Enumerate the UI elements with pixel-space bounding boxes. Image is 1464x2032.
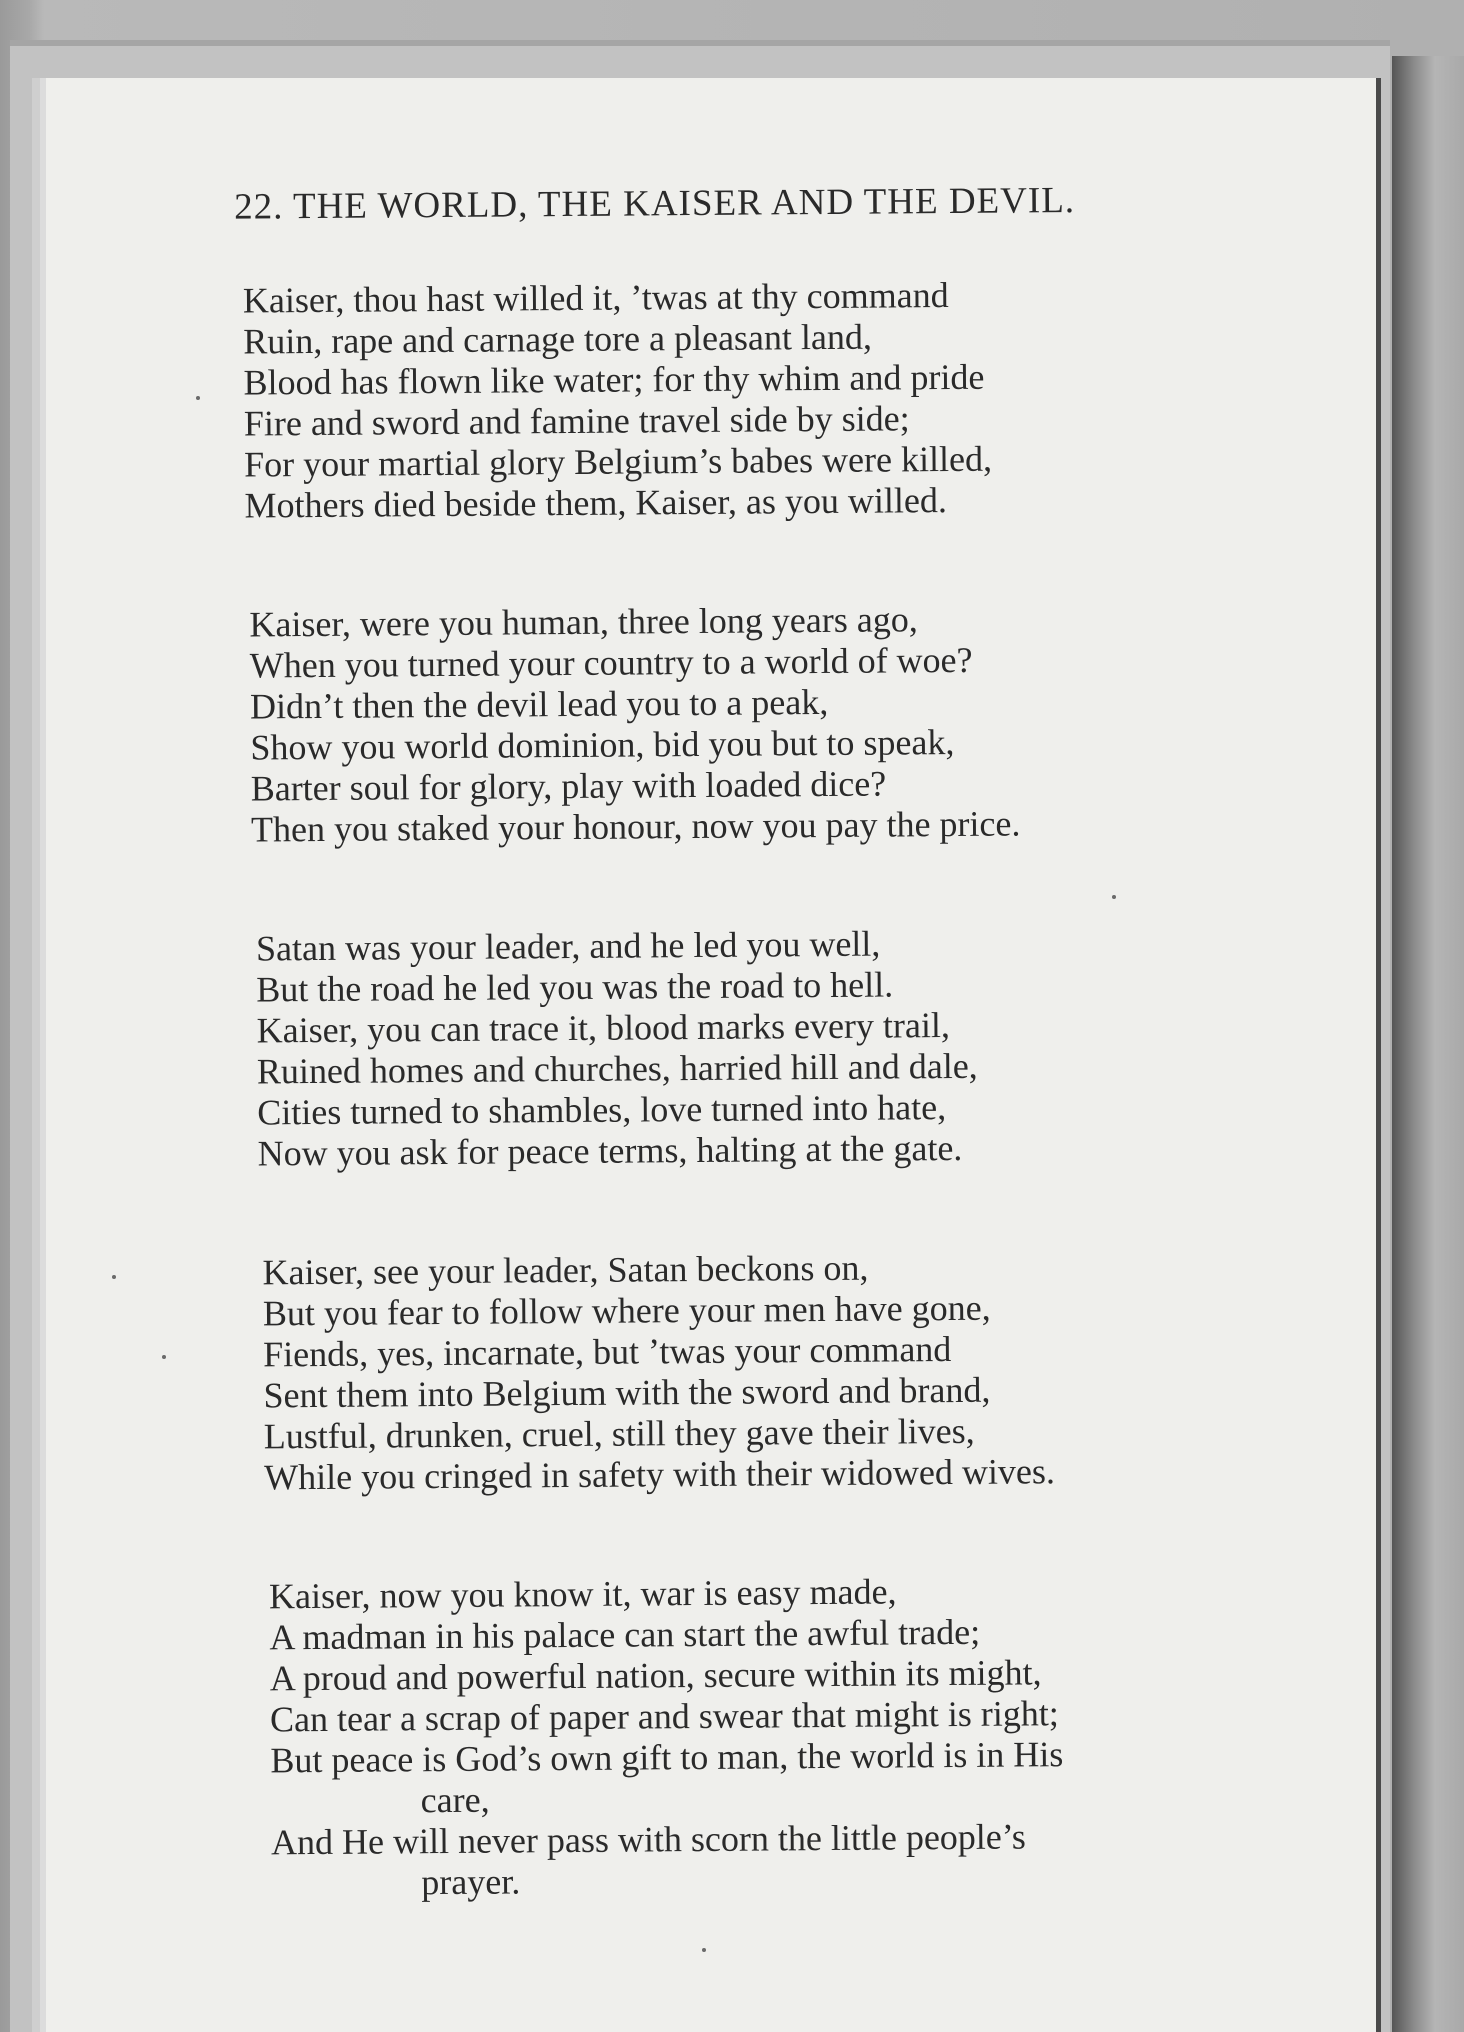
facing-page-edge	[1392, 56, 1464, 2032]
poem-line: Kaiser, see your leader, Satan beckons on,	[262, 1247, 869, 1293]
poem-line: When you turned your country to a world of woe?	[249, 639, 973, 686]
poem-line-continuation: prayer.	[421, 1861, 521, 1903]
poem	[186, 177, 1350, 1983]
poem-line: Satan was your leader, and he led you well,	[255, 923, 881, 969]
stanza-3	[256, 920, 1344, 1175]
poem-line: And He will never pass with scorn the little people’s	[270, 1816, 1026, 1863]
poem-line: But you fear to follow where your men have gone,	[262, 1287, 991, 1334]
poem-line: Fiends, yes, incarnate, but ’twas your command	[263, 1329, 952, 1375]
poem-line: Cities turned to shambles, love turned into hate,	[257, 1087, 947, 1133]
poem-title: 22. THE WORLD, THE KAISER AND THE DEVIL.	[234, 180, 1076, 228]
poem-line: Blood has flown like water; for thy whim and pride	[243, 356, 985, 403]
stanza-2	[249, 596, 1341, 851]
stanza-4	[262, 1244, 1346, 1498]
poem-line: Kaiser, thou hast willed it, ’twas at thy command	[242, 275, 949, 321]
poem-line: Can tear a scrap of paper and swear that might is right;	[269, 1693, 1059, 1740]
stanza-5	[269, 1568, 1350, 1904]
poem-line: Kaiser, you can trace it, blood marks every trail,	[256, 1005, 951, 1051]
poem-line: A madman in his palace can start the awful trade;	[269, 1611, 981, 1658]
poem-line: Didn’t then the devil lead you to a peak,	[249, 681, 829, 727]
poem-line: For your martial glory Belgium’s babes were killed,	[244, 438, 993, 485]
poem-line: A proud and powerful nation, secure within its might,	[269, 1652, 1042, 1699]
poem-line: While you cringed in safety with their widowed wives.	[263, 1451, 1056, 1498]
poem-line-continuation: care,	[420, 1779, 490, 1821]
dust-speck	[112, 1275, 116, 1279]
poem-line: Fire and sword and famine travel side by side;	[243, 398, 910, 444]
poem-line: Mothers died beside them, Kaiser, as you willed.	[244, 480, 948, 526]
poem-line: Lustful, drunken, cruel, still they gave their lives,	[263, 1410, 975, 1457]
poem-line: Then you staked your honour, now you pay the price.	[250, 803, 1021, 850]
poem-line: Ruin, rape and carnage tore a pleasant land,	[243, 316, 873, 362]
poem-line: But peace is God’s own gift to man, the world is in His	[270, 1734, 1064, 1781]
poem-line: Show you world dominion, bid you but to speak,	[250, 721, 955, 768]
poem-line: Sent them into Belgium with the sword and brand,	[263, 1369, 991, 1416]
poem-line: But the road he led you was the road to hell.	[256, 964, 894, 1010]
poem-line: Ruined homes and churches, harried hill and dale,	[256, 1045, 978, 1092]
poem-line: Now you ask for peace terms, halting at the gate.	[257, 1127, 963, 1174]
stanza-1	[243, 272, 1339, 527]
poem-line: Kaiser, were you human, three long years ago,	[249, 599, 918, 645]
dust-speck	[162, 1355, 166, 1359]
poem-line: Barter soul for glory, play with loaded dice?	[250, 763, 887, 809]
poem-line: Kaiser, now you know it, war is easy made,	[268, 1571, 897, 1617]
